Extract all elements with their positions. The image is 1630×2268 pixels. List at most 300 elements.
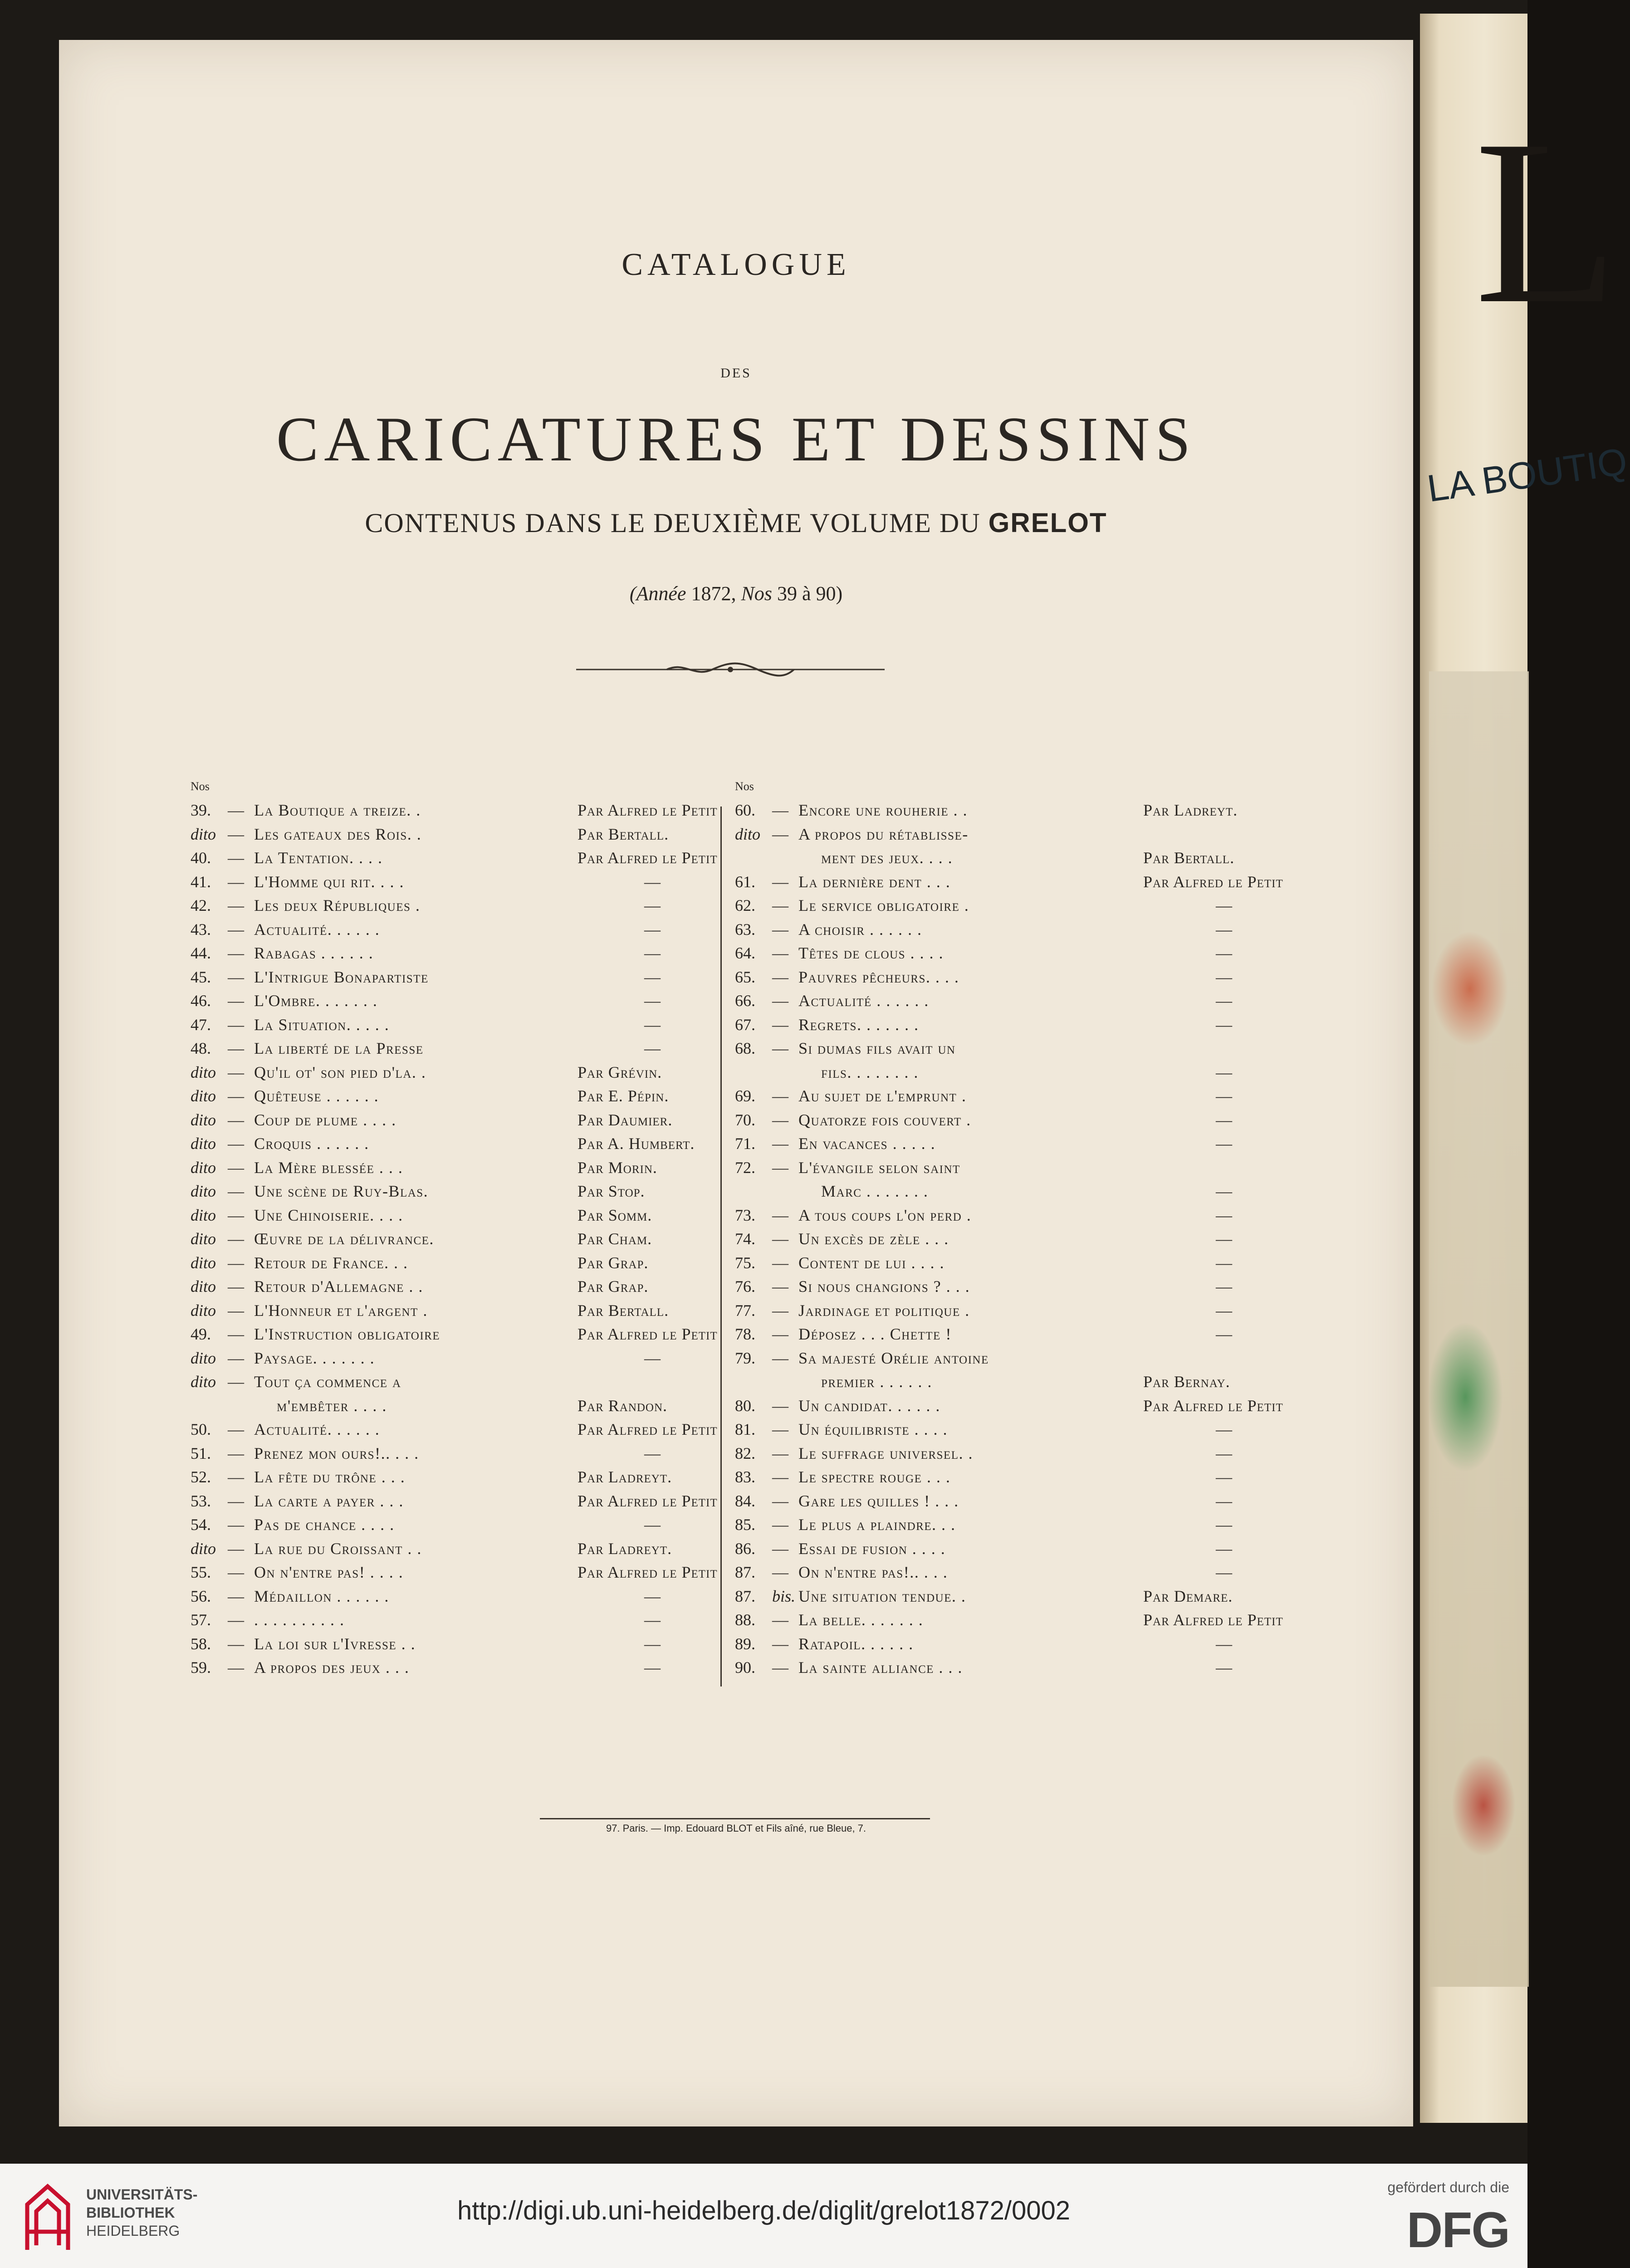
entry-title: La loi sur l'Ivresse . . (254, 1634, 416, 1653)
entry-dash: — (772, 1134, 788, 1153)
entry-number: 64. (735, 944, 755, 962)
entry-number: 45. (191, 968, 211, 986)
entry-dash: — (228, 1515, 244, 1534)
library-banner (0, 2164, 1527, 2268)
entry-dash: — (772, 1230, 788, 1248)
entry-dash: — (772, 1325, 788, 1343)
entry-number: 54. (191, 1515, 211, 1534)
entry-number: 62. (735, 896, 755, 914)
entry-author-ditto: — (1216, 1658, 1232, 1677)
entry-author-ditto: — (1216, 1063, 1232, 1081)
entry-title: Paysage. . . . . . . (254, 1349, 375, 1367)
entry-author-ditto: — (644, 1039, 661, 1057)
entry-title: Têtes de clous . . . . (798, 944, 944, 962)
entry-dash: — (772, 1039, 788, 1057)
entry-author: Par Alfred le Petit (578, 1491, 718, 1510)
next-page-title-fragment: LA BOUTIQ (1424, 440, 1630, 510)
entry-dash: — (772, 1539, 788, 1558)
entry-title: Retour d'Allemagne . . (254, 1277, 423, 1295)
entry-title: Tout ça commence a (254, 1373, 401, 1391)
entry-number: 84. (735, 1491, 755, 1510)
catalogue-entry (735, 918, 1379, 942)
entry-dash: — (772, 1087, 788, 1105)
entry-dash: — (772, 992, 788, 1010)
entry-author-ditto: — (1216, 1134, 1232, 1153)
entry-author: Par Ladreyt. (578, 1468, 672, 1486)
entry-title: Si nous changions ? . . . (798, 1277, 970, 1295)
entry-number: 89. (735, 1634, 755, 1653)
entry-dash: — (772, 1468, 788, 1486)
entry-title: Le spectre rouge . . . (798, 1468, 951, 1486)
entry-dash: — (228, 1349, 244, 1367)
entry-dash: — (772, 896, 788, 914)
entry-author: Par Alfred le Petit (578, 801, 718, 819)
title-main: CARICATURES ET DESSINS (276, 404, 1196, 474)
entry-dash: — (772, 920, 788, 938)
entry-title: La Tentation. . . . (254, 849, 383, 867)
entry-title: Une Chinoiserie. . . . (254, 1206, 403, 1224)
catalogue-entry (735, 1132, 1379, 1156)
catalogue-entry (735, 1584, 1379, 1608)
catalogue-entry (735, 989, 1379, 1013)
entry-author-ditto: — (644, 1444, 661, 1462)
catalogue-entry (735, 965, 1379, 989)
catalogue-entry (735, 1322, 1379, 1346)
catalogue-column-right (735, 775, 1379, 1680)
entry-dash: — (772, 968, 788, 986)
entry-dash: — (772, 1420, 788, 1438)
entry-title: L'Instruction obligatoire (254, 1325, 441, 1343)
catalogue-entry (735, 1203, 1379, 1227)
catalogue-entry (735, 1370, 1379, 1394)
entry-title: Coup de plume . . . . (254, 1110, 396, 1129)
entry-author-ditto: — (1216, 1087, 1232, 1105)
entry-number: dito (191, 1182, 216, 1200)
entry-title: Les deux Républiques . (254, 896, 421, 914)
entry-dash: — (228, 825, 244, 843)
entry-author-ditto: — (1216, 1420, 1232, 1438)
catalogue-entry (735, 1489, 1379, 1513)
catalogue-entry (735, 1656, 1379, 1680)
entry-title: A tous coups l'on perd . (798, 1206, 972, 1224)
title-catalogue: CATALOGUE (622, 247, 851, 282)
entry-title: L'Homme qui rit. . . . (254, 872, 404, 891)
entry-title: La Mère blessée . . . (254, 1158, 403, 1177)
entry-dash: — (228, 896, 244, 914)
catalogue-entry (735, 1442, 1379, 1466)
entry-title: Les gateaux des Rois. . (254, 825, 422, 843)
entry-title: Qu'il ot' son pied d'la. . (254, 1063, 426, 1081)
entry-title: Regrets. . . . . . . (798, 1015, 919, 1034)
entry-dash: — (772, 1658, 788, 1677)
entry-dash: — (228, 944, 244, 962)
entry-number: dito (191, 1539, 216, 1558)
entry-dash: — (772, 1491, 788, 1510)
dfg-logo: DFG (1406, 2202, 1509, 2258)
entry-number: 43. (191, 920, 211, 938)
catalogue-entry (735, 1084, 1379, 1108)
entry-number: 87. (735, 1587, 755, 1605)
entry-dash: — (772, 1611, 788, 1629)
entry-number: 69. (735, 1087, 755, 1105)
entry-number: 46. (191, 992, 211, 1010)
entry-title: Croquis . . . . . . (254, 1134, 369, 1153)
entry-author-ditto: — (644, 1634, 661, 1653)
entry-author: Par Alfred le Petit (578, 1325, 718, 1343)
entry-number: 53. (191, 1491, 211, 1510)
entry-number: 56. (191, 1587, 211, 1605)
entry-title: Si dumas fils avait un (798, 1039, 956, 1057)
permalink-url[interactable]: http://digi.ub.uni-heidelberg.de/diglit/grelot1872/0002 (457, 2196, 1071, 2225)
entry-author-ditto: — (644, 872, 661, 891)
imprint: 97. Paris. — Imp. Edouard BLOT et Fils aîné, rue Bleue, 7. (606, 1823, 866, 1834)
entry-author: Par Cham. (578, 1230, 652, 1248)
entry-author-ditto: — (644, 1349, 661, 1367)
entry-dash: — (228, 1634, 244, 1653)
entry-author: Par E. Pépin. (578, 1087, 669, 1105)
entry-author: Par Morin. (578, 1158, 657, 1177)
entry-title: L'Honneur et l'argent . (254, 1301, 428, 1320)
catalogue-entry (735, 1632, 1379, 1656)
entry-number: dito (191, 1277, 216, 1295)
entry-dash: — (772, 872, 788, 891)
entry-title: premier . . . . . . (821, 1373, 932, 1391)
entry-dash: — (772, 1349, 788, 1367)
entry-title: Pauvres pêcheurs. . . . (798, 968, 959, 986)
entry-author: Par Alfred le Petit (1143, 1611, 1283, 1629)
entry-dash: — (772, 825, 788, 843)
entry-author: Par Randon. (578, 1396, 668, 1415)
subtitle-prefix: CONTENUS DANS LE DEUXIÈME VOLUME DU (365, 508, 981, 538)
title-subtitle (59, 507, 1413, 539)
entry-author-ditto: — (1216, 1110, 1232, 1129)
entry-dash: — (228, 872, 244, 891)
entry-title: Actualité. . . . . . (254, 920, 380, 938)
entry-title: Déposez . . . Chette ! (798, 1325, 952, 1343)
entry-number: 71. (735, 1134, 755, 1153)
entry-title: Un excès de zèle . . . (798, 1230, 949, 1248)
subtitle-journal-name: GRELOT (988, 508, 1107, 538)
entry-dash: — (228, 1491, 244, 1510)
entry-dash: — (772, 1158, 788, 1177)
entry-number: dito (191, 1110, 216, 1129)
entry-title: La fête du trône . . . (254, 1468, 406, 1486)
ornament-rule (576, 660, 885, 679)
entry-title: Médaillon . . . . . . (254, 1587, 389, 1605)
entry-author: Par Bertall. (1143, 849, 1235, 867)
entry-title: L'évangile selon saint (798, 1158, 960, 1177)
entry-title: Quatorze fois couvert . (798, 1110, 971, 1129)
catalogue-entry (735, 1537, 1379, 1561)
entry-author: Par Ladreyt. (1143, 801, 1238, 819)
entry-dash: — (228, 1039, 244, 1057)
next-page-illustration (1429, 671, 1529, 1987)
entry-title: La Situation. . . . . (254, 1015, 390, 1034)
catalogue-entry (735, 1394, 1379, 1418)
entry-author-ditto: — (1216, 1253, 1232, 1272)
year-nos: Nos (741, 582, 772, 605)
entry-dash: — (772, 1634, 788, 1653)
entry-dash: — (772, 944, 788, 962)
entry-title: Actualité . . . . . . (798, 992, 929, 1010)
entry-title: Le plus a plaindre. . . (798, 1515, 956, 1534)
entry-dash: — (228, 1182, 244, 1200)
entry-title: A propos des jeux . . . (254, 1658, 410, 1677)
entry-number: 44. (191, 944, 211, 962)
entry-dash: — (228, 1087, 244, 1105)
entry-number: 73. (735, 1206, 755, 1224)
entry-number: 47. (191, 1015, 211, 1034)
entry-dash: — (772, 1301, 788, 1320)
ub-line-3: HEIDELBERG (86, 2223, 180, 2239)
catalogue-entry (735, 1156, 1379, 1180)
entry-author-ditto: — (644, 896, 661, 914)
entry-title: Un équilibriste . . . . (798, 1420, 948, 1438)
catalogue-entry (735, 1418, 1379, 1442)
entry-dash: — (228, 1444, 244, 1462)
entry-dash: — (228, 1373, 244, 1391)
entry-number: 42. (191, 896, 211, 914)
entry-title: fils. . . . . . . . (821, 1063, 919, 1081)
entry-author-ditto: — (644, 968, 661, 986)
entry-author-ditto: — (644, 944, 661, 962)
entry-dash: — (228, 1230, 244, 1248)
catalogue-entry (735, 1608, 1379, 1632)
entry-title: La dernière dent . . . (798, 872, 951, 891)
entry-number: dito (191, 825, 216, 843)
entry-title: Quêteuse . . . . . . (254, 1087, 379, 1105)
entry-number: dito (191, 1087, 216, 1105)
entry-author-ditto: — (1216, 1444, 1232, 1462)
entry-title: En vacances . . . . . (798, 1134, 936, 1153)
entry-author: Par Daumier. (578, 1110, 673, 1129)
entry-dash: — (228, 1301, 244, 1320)
catalogue-entry (735, 1036, 1379, 1061)
entry-number: 68. (735, 1039, 755, 1057)
catalogue-entry (735, 941, 1379, 965)
catalogue-entry (735, 1179, 1379, 1203)
entry-number: dito (735, 825, 761, 843)
catalogue-entry (735, 1346, 1379, 1370)
entry-number: 83. (735, 1468, 755, 1486)
entry-number: 63. (735, 920, 755, 938)
entry-author-ditto: — (644, 992, 661, 1010)
entry-dash: — (772, 1253, 788, 1272)
entry-title: Sa majesté Orélie antoine (798, 1349, 989, 1367)
entry-dash: bis. (772, 1587, 796, 1605)
entry-number: 61. (735, 872, 755, 891)
entry-author: Par Grévin. (578, 1063, 662, 1081)
entry-dash: — (228, 1063, 244, 1081)
year-range: 39 à 90) (777, 582, 843, 605)
entry-number: 39. (191, 801, 211, 819)
entry-dash: — (228, 1158, 244, 1177)
entry-title: Au sujet de l'emprunt . (798, 1087, 967, 1105)
entry-title: . . . . . . . . . . (254, 1611, 345, 1629)
entry-author-ditto: — (1216, 968, 1232, 986)
entry-dash: — (228, 1468, 244, 1486)
catalogue-entry (735, 1061, 1379, 1085)
entry-author-ditto: — (644, 1658, 661, 1677)
catalogue-entry (735, 1227, 1379, 1251)
entry-dash: — (228, 849, 244, 867)
entry-title: Encore une rouherie . . (798, 801, 968, 819)
catalogue-entry (735, 1513, 1379, 1537)
entry-number: 51. (191, 1444, 211, 1462)
column-header-nos: Nos (735, 780, 754, 793)
entry-author: Par A. Humbert. (578, 1134, 695, 1153)
entry-author-ditto: — (1216, 1491, 1232, 1510)
entry-dash: — (228, 1539, 244, 1558)
ub-line-1: UNIVERSITÄTS- (86, 2186, 198, 2203)
entry-title: Marc . . . . . . . (821, 1182, 929, 1200)
entry-number: 80. (735, 1396, 755, 1415)
entry-author-ditto: — (644, 1587, 661, 1605)
entry-dash: — (228, 1658, 244, 1677)
entry-dash: — (228, 1325, 244, 1343)
entry-number: dito (191, 1134, 216, 1153)
entry-dash: — (228, 1420, 244, 1438)
entry-number: dito (191, 1230, 216, 1248)
entry-number: 77. (735, 1301, 755, 1320)
entry-dash: — (228, 920, 244, 938)
entry-dash: — (228, 1587, 244, 1605)
entry-title: Retour de France. . . (254, 1253, 408, 1272)
entry-author-ditto: — (1216, 1230, 1232, 1248)
entry-author-ditto: — (1216, 1015, 1232, 1034)
entry-title: Rabagas . . . . . . (254, 944, 374, 962)
entry-title: Une situation tendue. . (798, 1587, 966, 1605)
entry-number: 52. (191, 1468, 211, 1486)
entry-title: La liberté de la Presse (254, 1039, 424, 1057)
catalogue-entry (735, 1108, 1379, 1132)
entry-title: On n'entre pas!.. . . . (798, 1563, 948, 1581)
catalogue-entry (735, 870, 1379, 894)
catalogue-entry (735, 1251, 1379, 1275)
entry-dash: — (228, 801, 244, 819)
entry-author: Par Alfred le Petit (1143, 1396, 1283, 1415)
entry-dash: — (772, 1206, 788, 1224)
entry-title: L'Ombre. . . . . . . (254, 992, 378, 1010)
entry-title: Gare les quilles ! . . . (798, 1491, 959, 1510)
entry-author: Par Alfred le Petit (578, 1563, 718, 1581)
entry-title: La sainte alliance . . . (798, 1658, 963, 1677)
entry-number: 66. (735, 992, 755, 1010)
entry-dash: — (772, 1563, 788, 1581)
entry-title: La belle. . . . . . . (798, 1611, 924, 1629)
entry-number: 86. (735, 1539, 755, 1558)
next-page-big-letter: L (1474, 92, 1619, 352)
entry-number: 79. (735, 1349, 755, 1367)
entry-author-ditto: — (644, 1015, 661, 1034)
entry-number: dito (191, 1253, 216, 1272)
catalogue-entry (735, 798, 1379, 822)
entry-author: Par Grap. (578, 1253, 649, 1272)
entry-number: 59. (191, 1658, 211, 1677)
entry-number: 49. (191, 1325, 211, 1343)
entry-dash: — (228, 992, 244, 1010)
column-header-nos: Nos (191, 780, 210, 793)
entry-number: 74. (735, 1230, 755, 1248)
imprint-rule (540, 1818, 930, 1819)
entry-title: Pas de chance . . . . (254, 1515, 395, 1534)
entry-dash: — (228, 1563, 244, 1581)
entry-author: Par Ladreyt. (578, 1539, 672, 1558)
catalogue-entry (735, 846, 1379, 870)
entry-author-ditto: — (1216, 1301, 1232, 1320)
entry-number: dito (191, 1206, 216, 1224)
funding-note: gefördert durch die (1387, 2179, 1509, 2195)
entry-number: 81. (735, 1420, 755, 1438)
entry-dash: — (228, 1253, 244, 1272)
entry-number: 48. (191, 1039, 211, 1057)
entry-author: Par Bertall. (578, 1301, 669, 1320)
entry-title: A choisir . . . . . . (798, 920, 922, 938)
entry-author-ditto: — (1216, 896, 1232, 914)
entry-number: dito (191, 1373, 216, 1391)
entry-number: 72. (735, 1158, 755, 1177)
entry-dash: — (772, 1515, 788, 1534)
entry-number: dito (191, 1158, 216, 1177)
entry-title: Actualité. . . . . . (254, 1420, 380, 1438)
entry-author-ditto: — (1216, 1515, 1232, 1534)
entry-title: Ratapoil. . . . . . (798, 1634, 914, 1653)
entry-number: 67. (735, 1015, 755, 1034)
entry-author-ditto: — (1216, 920, 1232, 938)
entry-author-ditto: — (1216, 944, 1232, 962)
entry-dash: — (772, 1396, 788, 1415)
entry-title: La carte a payer . . . (254, 1491, 404, 1510)
entry-title: Content de lui . . . . (798, 1253, 945, 1272)
entry-title: Le service obligatoire . (798, 896, 969, 914)
entry-title: Essai de fusion . . . . (798, 1539, 946, 1558)
entry-author: Par Alfred le Petit (1143, 872, 1283, 891)
entry-title: ment des jeux. . . . (821, 849, 953, 867)
entry-number: 65. (735, 968, 755, 986)
entry-number: dito (191, 1063, 216, 1081)
entry-author: Par Demare. (1143, 1587, 1233, 1605)
entry-number: 75. (735, 1253, 755, 1272)
entry-number: 87. (735, 1563, 755, 1581)
entry-number: 58. (191, 1634, 211, 1653)
entry-author-ditto: — (644, 920, 661, 938)
entry-author-ditto: — (644, 1611, 661, 1629)
entry-number: 60. (735, 801, 755, 819)
entry-author-ditto: — (644, 1515, 661, 1534)
next-page-edge (1420, 14, 1630, 2123)
entry-title: Prenez mon ours!.. . . . (254, 1444, 419, 1462)
entry-dash: — (228, 1134, 244, 1153)
title-des: DES (720, 366, 752, 381)
entry-dash: — (772, 1110, 788, 1129)
entry-title: Une scène de Ruy-Blas. (254, 1182, 429, 1200)
entry-title: Jardinage et politique . (798, 1301, 970, 1320)
entry-title: Œuvre de la délivrance. (254, 1230, 434, 1248)
entry-author-ditto: — (1216, 1468, 1232, 1486)
entry-author-ditto: — (1216, 1325, 1232, 1343)
entry-title: m'embêter . . . . (277, 1396, 387, 1415)
entry-dash: — (228, 1110, 244, 1129)
ub-line-2: BIBLIOTHEK (86, 2204, 175, 2221)
entry-title: Un candidat. . . . . . (798, 1396, 940, 1415)
entry-dash: — (228, 1206, 244, 1224)
entry-dash: — (228, 1611, 244, 1629)
entry-dash: — (228, 1015, 244, 1034)
entry-title: L'Intrigue Bonapartiste (254, 968, 429, 986)
entry-author-ditto: — (1216, 1539, 1232, 1558)
catalogue-page (59, 40, 1413, 2126)
entry-dash: — (772, 1277, 788, 1295)
